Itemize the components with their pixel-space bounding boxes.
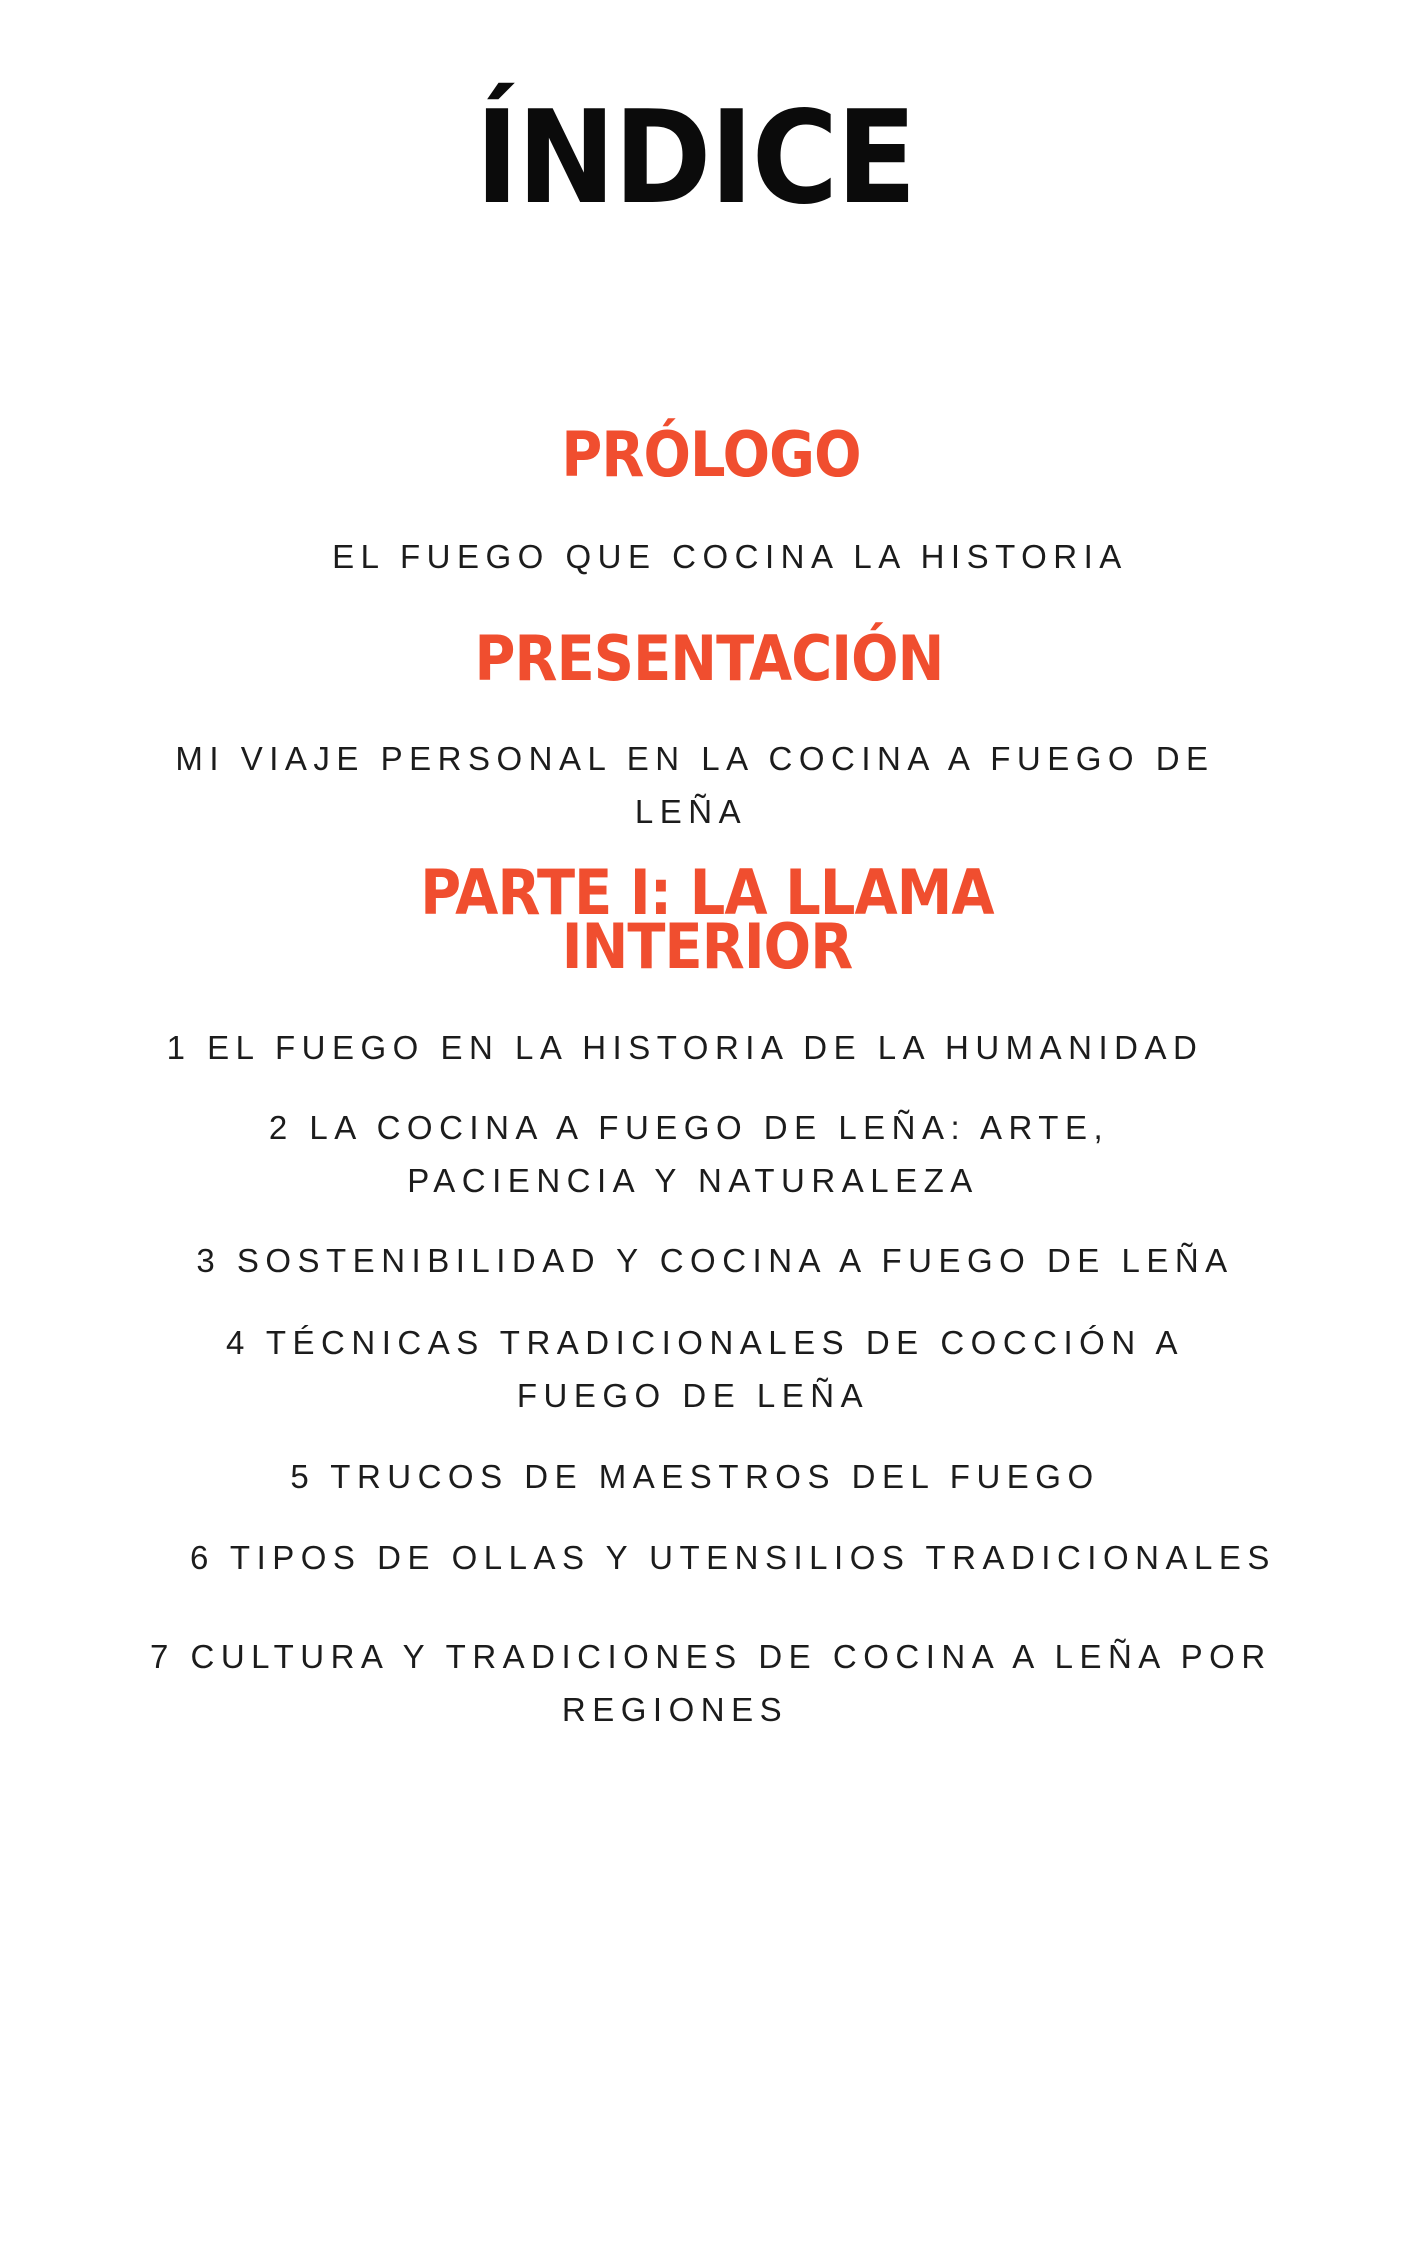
toc-entry-prologo: EL FUEGO QUE COCINA LA HISTORIA (332, 538, 1128, 575)
section-heading-prologo: PRÓLOGO (561, 418, 861, 491)
toc-entry-line: PACIENCIA Y NATURALEZA (407, 1162, 979, 1199)
toc-entry-presentacion (170, 732, 1220, 838)
toc-chapter-1: 1 EL FUEGO EN LA HISTORIA DE LA HUMANIDAD (166, 1029, 1204, 1066)
heading-line: INTERIOR (561, 910, 853, 983)
heading-line: PARTE I: LA LLAMA (420, 856, 994, 929)
index-title: ÍNDICE (475, 84, 915, 233)
toc-entry-line: REGIONES (561, 1691, 789, 1728)
toc-chapter-6: 6 TIPOS DE OLLAS Y UTENSILIOS TRADICIONALES (190, 1539, 1276, 1576)
section-heading-presentacion: PRESENTACIÓN (474, 622, 944, 695)
toc-chapter-3: 3 SOSTENIBILIDAD Y COCINA A FUEGO DE LEÑA (196, 1242, 1234, 1279)
toc-entry-line: 7 CULTURA Y TRADICIONES DE COCINA A LEÑA POR (150, 1638, 1272, 1675)
toc-chapter-4 (180, 1316, 1230, 1422)
toc-chapter-5: 5 TRUCOS DE MAESTROS DEL FUEGO (290, 1458, 1100, 1495)
toc-entry-line: MI VIAJE PERSONAL EN LA COCINA A FUEGO DE (175, 740, 1215, 777)
toc-entry-line: FUEGO DE LEÑA (516, 1377, 870, 1414)
toc-entry-line: 4 TÉCNICAS TRADICIONALES DE COCCIÓN A (225, 1324, 1185, 1361)
toc-chapter-2 (170, 1101, 1220, 1207)
section-heading-parte-1 (73, 856, 1342, 983)
toc-entry-line: LEÑA (634, 793, 748, 830)
toc-entry-line: 2 LA COCINA A FUEGO DE LEÑA: ARTE, (268, 1109, 1110, 1146)
toc-chapter-7 (150, 1630, 1272, 1736)
